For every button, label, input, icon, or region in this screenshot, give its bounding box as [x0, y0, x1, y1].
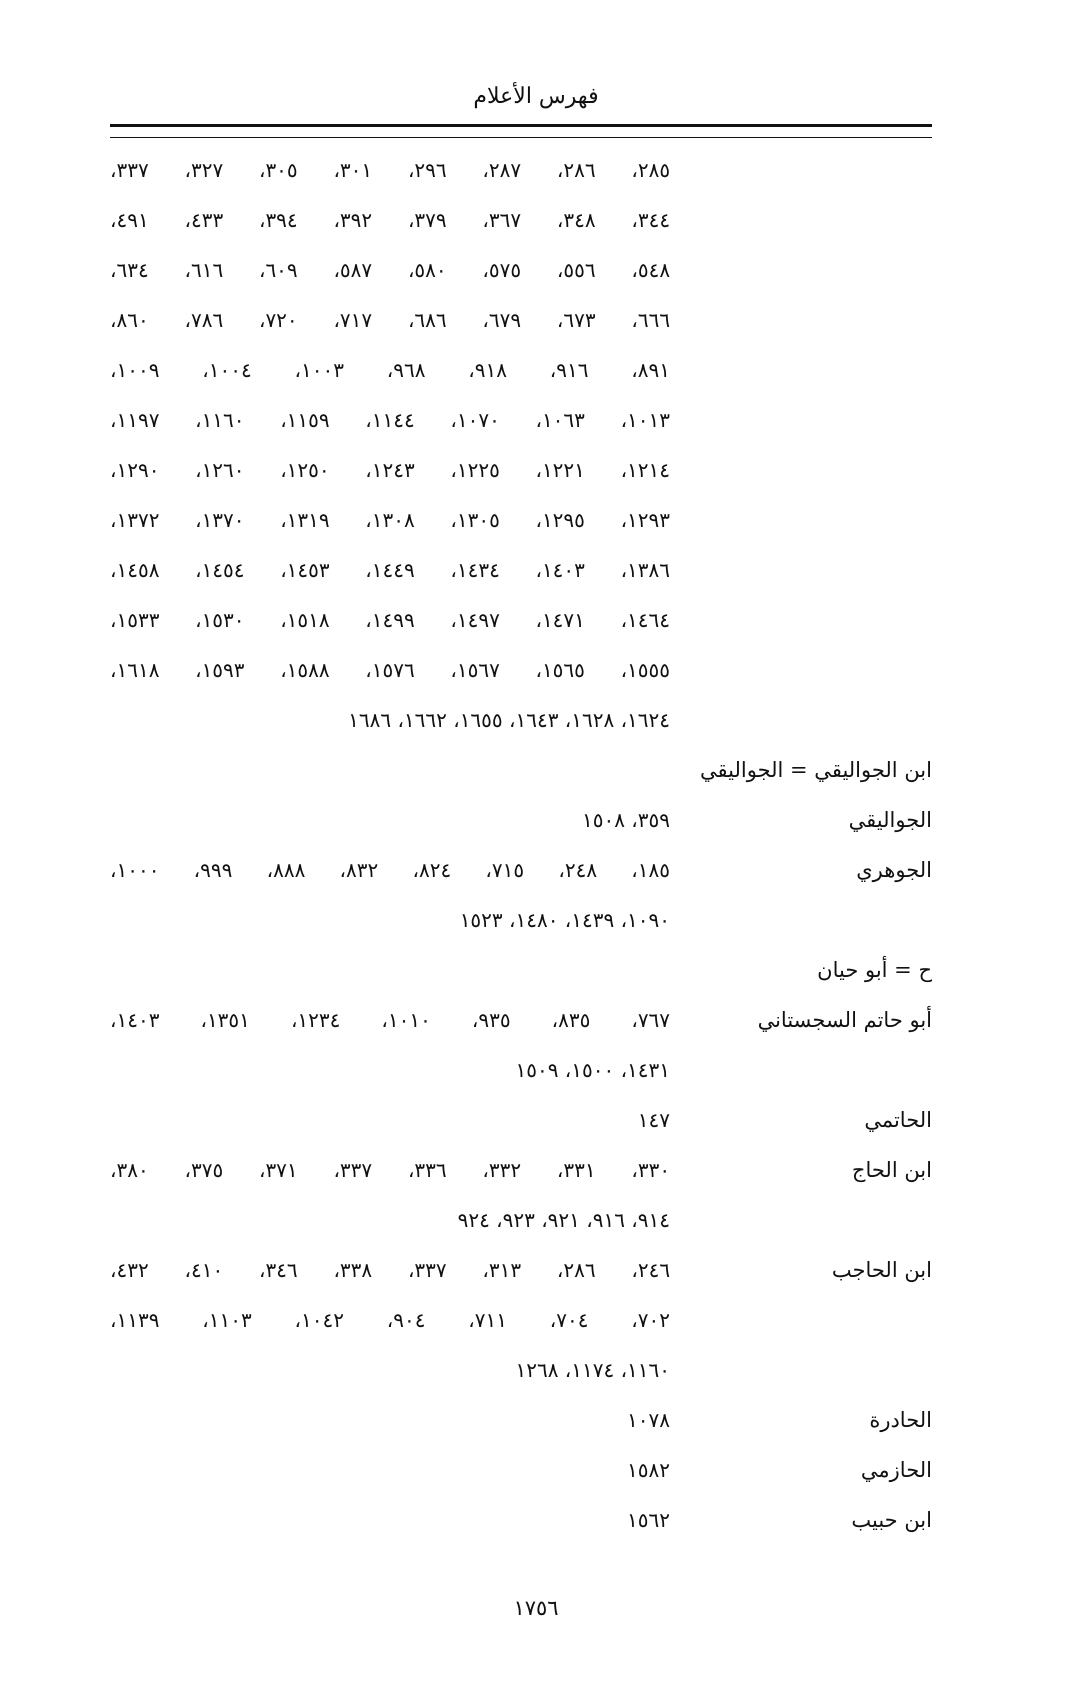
page-ref-line: ٧٠٢، ٧٠٤، ٧١١، ٩٠٤، ١٠٤٢، ١١٠٣، ١١٣٩،	[110, 1308, 670, 1332]
entry-page-refs	[110, 1395, 670, 1445]
header-rule-thin	[110, 137, 932, 138]
entry-page-refs	[110, 795, 670, 845]
entry-page-refs	[110, 1445, 670, 1495]
index-list	[110, 145, 932, 1545]
entry-name: ابن الحاجب	[831, 1258, 932, 1282]
page-ref-line: ١٨٥، ٢٤٨، ٧١٥، ٨٢٤، ٨٣٢، ٨٨٨، ٩٩٩، ١٠٠٠،	[110, 858, 670, 882]
entry-name: ابن الحاج	[851, 1158, 932, 1182]
page-ref-line: ١٦٢٤، ١٦٢٨، ١٦٤٣، ١٦٥٥، ١٦٦٢، ١٦٨٦	[348, 708, 670, 732]
entry-name: ابن حبيب	[851, 1508, 932, 1532]
page-ref-line: ٩١٤، ٩١٦، ٩٢١، ٩٢٣، ٩٢٤	[457, 1208, 670, 1232]
page-ref-line: ١٥٥٥، ١٥٦٥، ١٥٦٧، ١٥٧٦، ١٥٨٨، ١٥٩٣، ١٦١٨،	[110, 658, 670, 682]
page-ref-line: ٥٤٨، ٥٥٦، ٥٧٥، ٥٨٠، ٥٨٧، ٦٠٩، ٦١٦، ٦٣٤،	[110, 258, 670, 282]
page-ref-line: ١١٦٠، ١١٧٤، ١٢٦٨	[515, 1358, 670, 1382]
index-entry	[110, 795, 932, 845]
entry-page-refs	[110, 845, 670, 945]
index-entry	[110, 1395, 932, 1445]
index-entry	[110, 1145, 932, 1245]
page-number: ١٧٥٦	[513, 1596, 559, 1620]
page-ref-line: ١٤٦٤، ١٤٧١، ١٤٩٧، ١٤٩٩، ١٥١٨، ١٥٣٠، ١٥٣٣،	[110, 608, 670, 632]
entry-page-refs	[110, 1245, 670, 1395]
page-ref-line: ١٤٧	[637, 1108, 670, 1132]
page-ref-line: ٦٦٦، ٦٧٣، ٦٧٩، ٦٨٦، ٧١٧، ٧٢٠، ٧٨٦، ٨٦٠،	[110, 308, 670, 332]
page-ref-line: ١٠٩٠، ١٤٣٩، ١٤٨٠، ١٥٢٣	[459, 908, 670, 932]
index-entry	[110, 745, 932, 795]
page-ref-line: ٣٤٤، ٣٤٨، ٣٦٧، ٣٧٩، ٣٩٢، ٣٩٤، ٤٣٣، ٤٩١،	[110, 208, 670, 232]
page-ref-line: ١٣٨٦، ١٤٠٣، ١٤٣٤، ١٤٤٩، ١٤٥٣، ١٤٥٤، ١٤٥٨،	[110, 558, 670, 582]
entry-name: ابن الجواليقي = الجواليقي	[700, 758, 932, 782]
entry-page-refs	[110, 145, 670, 745]
page-ref-line: ١٢١٤، ١٢٢١، ١٢٢٥، ١٢٤٣، ١٢٥٠، ١٢٦٠، ١٢٩٠،	[110, 458, 670, 482]
entry-page-refs	[110, 1145, 670, 1245]
index-entry	[110, 995, 932, 1095]
entry-name: الجوهري	[856, 858, 932, 882]
entry-name: الجواليقي	[848, 808, 932, 832]
index-entry	[110, 1495, 932, 1545]
page-ref-line: ١٥٨٢	[627, 1458, 670, 1482]
page-ref-line: ٣٣٠، ٣٣١، ٣٣٢، ٣٣٦، ٣٣٧، ٣٧١، ٣٧٥، ٣٨٠،	[110, 1158, 670, 1182]
page-ref-line: ٢٨٥، ٢٨٦، ٢٨٧، ٢٩٦، ٣٠١، ٣٠٥، ٣٢٧، ٣٣٧،	[110, 158, 670, 182]
page-title: فهرس الأعلام	[473, 84, 599, 109]
entry-page-refs	[110, 1095, 670, 1145]
entry-name: أبو حاتم السجستاني	[757, 1008, 932, 1032]
page-ref-line: ٨٩١، ٩١٦، ٩١٨، ٩٦٨، ١٠٠٣، ١٠٠٤، ١٠٠٩،	[110, 358, 670, 382]
page-ref-line: ١٠٧٨	[627, 1408, 670, 1432]
entry-page-refs	[110, 1495, 670, 1545]
page-ref-line: ١٠١٣، ١٠٦٣، ١٠٧٠، ١١٤٤، ١١٥٩، ١١٦٠، ١١٩٧،	[110, 408, 670, 432]
index-entry	[110, 145, 932, 745]
entry-page-refs	[110, 995, 670, 1095]
page-ref-line: ٧٦٧، ٨٣٥، ٩٣٥، ١٠١٠، ١٢٣٤، ١٣٥١، ١٤٠٣،	[110, 1008, 670, 1032]
header-rule-thick	[110, 124, 932, 127]
page-ref-line: ٢٤٦، ٢٨٦، ٣١٣، ٣٣٧، ٣٣٨، ٣٤٦، ٤١٠، ٤٣٢،	[110, 1258, 670, 1282]
index-entry	[110, 1095, 932, 1145]
page-ref-line: ٣٥٩، ١٥٠٨	[581, 808, 670, 832]
entry-name: ح = أبو حيان	[817, 958, 932, 982]
entry-name: الحادرة	[869, 1408, 932, 1432]
index-entry	[110, 1445, 932, 1495]
entry-name: الحاتمي	[864, 1108, 932, 1132]
page-ref-line: ١٤٣١، ١٥٠٠، ١٥٠٩	[515, 1058, 670, 1082]
page-ref-line: ١٥٦٢	[627, 1508, 670, 1532]
entry-name: الحازمي	[860, 1458, 932, 1482]
index-entry	[110, 845, 932, 945]
page-ref-line: ١٢٩٣، ١٢٩٥، ١٣٠٥، ١٣٠٨، ١٣١٩، ١٣٧٠، ١٣٧٢،	[110, 508, 670, 532]
index-entry	[110, 1245, 932, 1395]
index-entry	[110, 945, 932, 995]
